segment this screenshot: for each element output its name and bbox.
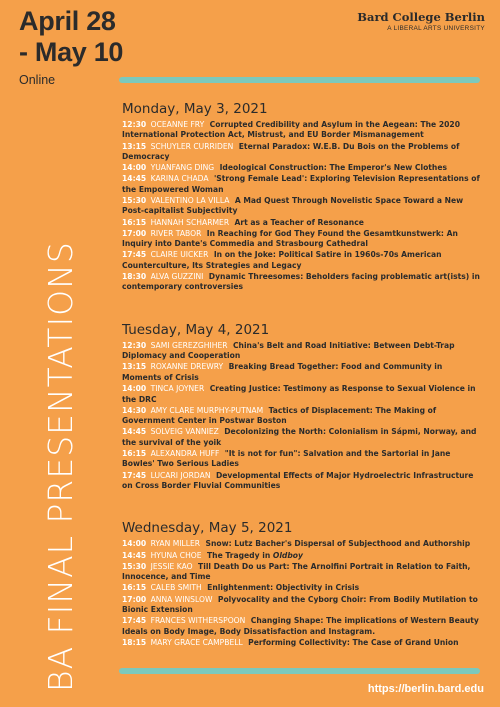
talk-time: 14:00: [122, 539, 147, 549]
talk-title: In on the Joke: Political Satire in 1960s-70s American Counterculture, Its Strategies and Legacy: [122, 250, 442, 270]
talk-speaker: ROXANNE DREWRY: [150, 362, 224, 372]
date-range: [19, 6, 123, 68]
talk-speaker: TINCA JOYNER: [150, 384, 205, 394]
day-title: Wednesday, May 5, 2021: [122, 520, 293, 537]
talk-time: 14:45: [122, 174, 147, 184]
date-range-line2: - May 10: [19, 37, 124, 67]
talk-item: [122, 595, 482, 616]
talk-time: 17:45: [122, 250, 147, 260]
talk-time: 15:30: [122, 561, 147, 571]
talk-time: 16:15: [122, 583, 147, 593]
talk-time: 14:45: [122, 427, 147, 437]
talk-title: Art as a Teacher of Resonance: [234, 217, 364, 227]
talk-item: [122, 427, 482, 448]
talk-speaker: FRANCES WITHERSPOON: [150, 616, 246, 626]
talk-speaker: HYUNA CHOE: [150, 550, 202, 560]
brand-logo: [357, 10, 485, 32]
day-section: [122, 520, 482, 648]
talk-speaker: HANNAH SCHARMER: [150, 217, 230, 227]
talk-time: 13:15: [122, 141, 147, 151]
talk-title: "It is not for fun": Salvation and the Sartorial in Jane Bowles' Two Serious Ladies: [122, 448, 451, 469]
talk-title: Polyvocality and the Cyborg Choir: From Bodily Mutilation to Bionic Extension: [122, 594, 478, 614]
talk-time: 18:30: [122, 272, 147, 282]
talk-speaker: SAMI GEREZGHIHER: [150, 340, 228, 350]
talk-time: 17:45: [122, 470, 147, 480]
brand-name: Bard College Berlin: [357, 10, 485, 24]
vertical-title: BA FINAL PRESENTATIONS: [41, 241, 80, 692]
talk-title: Till Death Do us Part: The Arnolfini Portrait in Relation to Faith, Innocence, and Time: [122, 561, 471, 582]
talk-speaker: RIVER TABOR: [150, 228, 202, 238]
accent-bar-top: [119, 77, 480, 83]
talk-speaker: VALENTINO LA VILLA: [150, 196, 230, 206]
talk-time: 14:00: [122, 384, 147, 394]
talk-speaker: CLAIRE UICKER: [150, 250, 209, 260]
talk-time: 15:30: [122, 196, 147, 206]
talk-title: Corrupted Credibility and Asylum in the Aegean: The 2020 International Protection Act, Mistrust, and EU Border Mismanagement: [122, 120, 460, 140]
film-title: Oldboy: [272, 550, 303, 560]
talk-speaker: RYAN MILLER: [150, 539, 201, 549]
talk-item: [122, 551, 482, 561]
talk-speaker: CALEB SMITH: [150, 583, 202, 593]
talk-title: Ideological Construction: The Emperor's New Clothes: [219, 163, 448, 173]
brand-tagline: A LIBERAL ARTS UNIVERSITY: [387, 25, 485, 32]
talk-title: 'Strong Female Lead': Exploring Television Representations of the Empowered Woman: [122, 174, 480, 194]
day-title: Monday, May 3, 2021: [122, 101, 268, 117]
talk-time: 18:15: [122, 637, 147, 647]
talk-item: [122, 250, 482, 271]
talk-speaker: KARINA CHADA: [150, 174, 209, 184]
talk-speaker: ANNA WINSLOW: [150, 594, 213, 604]
talk-time: 14:00: [122, 163, 147, 173]
talk-time: 14:45: [122, 550, 147, 560]
talk-speaker: SCHUYLER CURRIDEN: [150, 141, 234, 151]
talk-item: [122, 272, 482, 293]
talk-time: 17:00: [122, 228, 147, 238]
website-link[interactable]: https://berlin.bard.edu: [367, 683, 484, 695]
talk-item: [122, 471, 482, 492]
talk-speaker: AMY CLARE MURPHY-PUTNAM: [150, 405, 264, 415]
talk-title: Dynamic Threesomes: Beholders facing problematic art(ists) in contemporary controversies: [122, 272, 480, 292]
talk-speaker: ALVA GUZZINI: [150, 272, 204, 282]
talk-title: A Mad Quest Through Novelistic Space Toward a New Post-capitalist Subjectivity: [122, 196, 464, 216]
talk-title: Decolonizing the North: Colonialism in Sápmi, Norway, and the survival of the yoik: [122, 427, 477, 447]
talk-item: [122, 142, 482, 163]
talk-speaker: LUCARI JORDAN: [150, 470, 211, 480]
talk-list: [122, 539, 482, 648]
talk-title: Developmental Effects of Major Hydroelectric Infrastructure on Cross Border Fluvial Communities: [122, 470, 474, 490]
day-section: [122, 101, 482, 293]
talk-time: 17:45: [122, 616, 147, 626]
talk-item: [122, 406, 482, 427]
schedule: [122, 101, 482, 649]
talk-title: Performing Collectivity: The Case of Grand Union: [248, 637, 459, 647]
talk-item: [122, 562, 482, 583]
talk-time: 12:30: [122, 340, 147, 350]
talk-speaker: OCEANNE FRY: [150, 120, 205, 129]
talk-time: 13:15: [122, 362, 147, 372]
talk-item: [122, 196, 482, 217]
talk-item: [122, 163, 482, 173]
talk-item: [122, 218, 482, 228]
talk-title: In Reaching for God They Found the Gesamtkunstwerk: An Inquiry into Dante's Commedia and Strasbourg Cathedral: [122, 228, 458, 249]
talk-time: 14:30: [122, 405, 147, 415]
talk-title: Enlightenment: Objectivity in Crisis: [207, 583, 360, 593]
talk-title: Changing Shape: The implications of Western Beauty Ideals on Body Image, Body Dissatisfaction and Instagram.: [122, 616, 479, 636]
talk-list: [122, 120, 482, 293]
talk-list: [122, 341, 482, 491]
event-mode: Online: [19, 73, 56, 87]
talk-item: [122, 384, 482, 405]
talk-speaker: ALEXANDRA HUFF: [150, 448, 220, 458]
talk-time: 16:15: [122, 217, 147, 227]
talk-item: [122, 362, 482, 383]
day-section: [122, 322, 482, 491]
accent-bar-bottom: [119, 668, 480, 674]
talk-item: [122, 120, 482, 141]
talk-item: [122, 539, 482, 549]
talk-time: 16:15: [122, 448, 147, 458]
talk-speaker: YUANFANG DING: [150, 163, 215, 173]
talk-title: Breaking Bread Together: Food and Community in Moments of Crisis: [122, 362, 443, 382]
talk-speaker: JESSIE KAO: [150, 561, 193, 571]
talk-title: Creating Justice: Testimony as Response to Sexual Violence in the DRC: [122, 384, 476, 404]
talk-speaker: MARY GRACE CAMPBELL: [150, 637, 243, 647]
talk-item: [122, 638, 482, 648]
talk-title: Tactics of Displacement: The Making of Government Center in Postwar Boston: [122, 405, 437, 426]
talk-item: [122, 174, 482, 195]
talk-item: [122, 341, 482, 362]
talk-speaker: SOLVEIG VANNIEZ: [150, 427, 219, 437]
talk-title: Snow: Lutz Bacher's Dispersal of Subjecthood and Authorship: [205, 539, 471, 549]
talk-time: 12:30: [122, 120, 147, 129]
talk-item: [122, 229, 482, 250]
talk-item: [122, 583, 482, 593]
talk-item: [122, 616, 482, 637]
date-range-line1: April 28: [19, 6, 116, 36]
talk-title: Eternal Paradox: W.E.B. Du Bois on the Problems of Democracy: [122, 141, 460, 162]
day-title: Tuesday, May 4, 2021: [122, 321, 270, 338]
talk-title: China's Belt and Road Initiative: Between Debt-Trap Diplomacy and Cooperation: [122, 340, 455, 361]
talk-title: The Tragedy in Oldboy: [207, 550, 303, 560]
talk-item: [122, 449, 482, 470]
talk-time: 17:00: [122, 594, 147, 604]
